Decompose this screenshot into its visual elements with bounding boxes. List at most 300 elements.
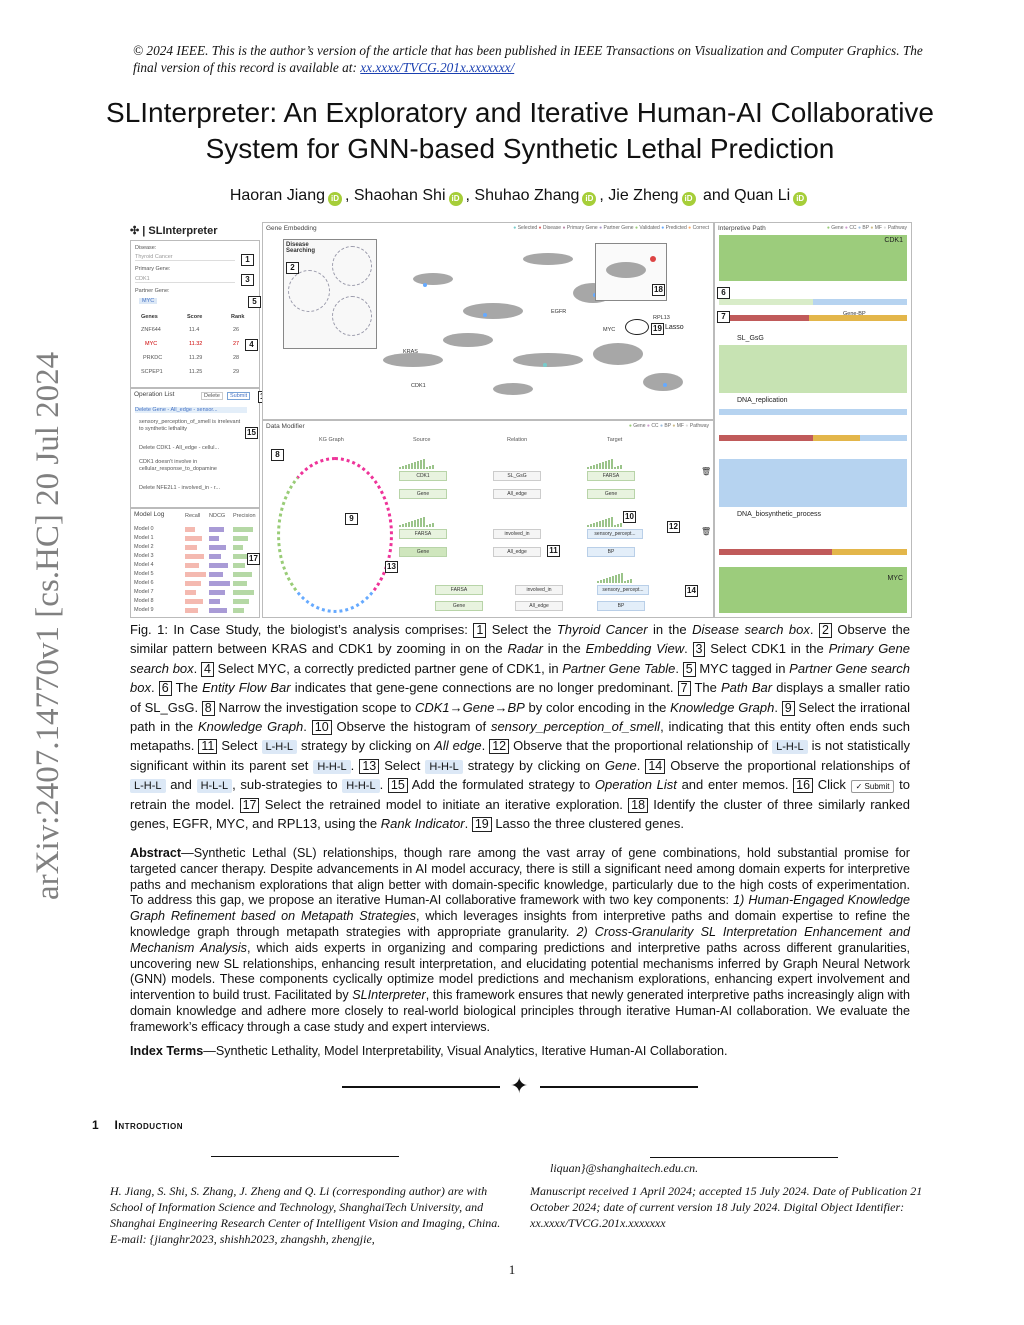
histogram-bar [405,465,407,469]
metric-bar [185,608,198,613]
marker-1: 1 [241,254,254,266]
caption-emph: Thyroid Cancer [556,622,648,637]
step-box: 2 [819,623,832,638]
legend-pathway: Pathway [689,423,709,429]
legend-cc: CC [849,225,857,231]
caption-emph: Partner Gene search box [130,660,910,696]
submit-chip-label: Submit [864,782,890,792]
check-icon: ✓ [855,782,865,792]
metric-bar [185,545,197,550]
model-row[interactable]: Model 7 [134,589,154,595]
histogram-bar [599,521,601,527]
score-cell: 11.25 [189,369,203,375]
author-list [60,187,980,206]
caption-emph: Partner Gene Table [562,660,676,676]
data-modifier-view [262,420,714,618]
model-row[interactable]: Model 8 [134,598,154,604]
metric-bar [209,545,226,550]
caption-text: strategy by clicking on [462,757,605,773]
histogram-bar [587,467,589,469]
page-number: 1 [508,1262,516,1277]
trash-icon[interactable]: 🗑 [701,467,712,476]
marker-4: 4 [245,339,258,351]
histogram-bar [432,523,434,527]
caption-emph: Knowledge Graph [670,699,775,715]
radar-chart[interactable] [288,270,330,312]
target-node[interactable]: FARSA [587,471,635,481]
step-box: 6 [159,681,172,696]
caption-text: Select the irrational path in the [130,699,910,735]
operation-list-title: Operation List [134,391,175,398]
embedding-cluster[interactable] [593,343,643,365]
footnote-affiliation: H. Jiang, S. Shi, S. Zhang, J. Zheng and Q. Li (corresponding author) are with School of Information Science and Technology, ShanghaiTech University, and Shanghai Engineering Research Center of Intelligent Vision and Imaging, China. E-mail: {jianghr2023, shishh2023, zhangshh, zhengjie, [110,1184,501,1246]
caption-text: In Case Study, the biologist’s analysis comprises: [167,622,474,637]
gene-point[interactable] [543,363,547,367]
caption-text: Select MYC, a correctly predicted partner gene of CDK1, in [213,660,563,676]
caption-text: Narrow the investigation scope to [214,699,415,715]
path-label-myc: MYC [887,575,903,582]
strategy-chip: L-H-L [262,740,298,754]
relation-node[interactable]: All_edge [493,547,541,557]
histogram-bar [417,461,419,469]
path-label-cdk1: CDK1 [884,237,903,244]
submit-chip [851,780,895,793]
embedding-cluster[interactable] [513,353,583,367]
metric-bar [233,590,254,595]
diamond-star-icon: ✦ [510,1073,529,1098]
histogram-bar [608,518,610,527]
caption-text: , sub-strategies to [232,777,343,793]
path-bar[interactable] [719,315,907,321]
histogram-bar [624,581,626,583]
section-divider [342,1073,698,1098]
legend-pathway: Pathway [887,225,907,231]
histogram-bar [423,459,425,469]
histogram-bar [597,581,599,583]
model-log-panel [130,508,260,618]
embedding-cluster[interactable] [606,262,646,278]
target-node[interactable]: sensory_percept... [587,529,643,539]
embedding-cluster[interactable] [523,253,573,265]
caption-text: . [636,757,646,773]
metric-bar [185,554,204,559]
caption-emph: Entity Flow Bar [202,680,291,696]
histogram-bar [414,462,416,469]
step-box: 1 [473,623,486,638]
metric-bar [209,554,221,559]
app-name: SLInterpreter [148,225,218,237]
marker-10: 10 [623,511,636,523]
relation-node[interactable]: SL_GsG [493,471,541,481]
path-title: Interpretive Path [718,225,766,232]
disease-search-box[interactable]: Thyroid Cancer [135,254,235,261]
histogram-bar [620,465,622,469]
legend-dot-icon: ● [538,225,542,231]
step-box: 15 [388,778,408,793]
step-box: 14 [645,759,665,774]
histogram-bar [408,464,410,469]
col-target: Target [607,437,623,443]
strategy-chip: L-H-L [772,740,808,754]
author-separator: , [465,187,475,204]
embedding-cluster[interactable] [443,333,493,347]
model-row[interactable]: Model 1 [134,535,154,541]
radar-chart[interactable] [332,246,372,286]
operation-list-panel [130,388,260,508]
legend-dot-icon: ● [685,423,689,429]
caption-text: Observe the similar pattern between KRAS and CDK1 by zooming in on the [130,622,911,657]
author-name: Shuhao Zhang [474,187,580,204]
legend-mf: MF [676,423,684,429]
orcid-icon[interactable]: iD [793,192,807,206]
bp-block[interactable] [719,459,907,507]
orcid-icon[interactable]: iD [682,192,696,206]
metric-bar [233,572,252,577]
primary-gene-label: Primary Gene: [135,266,171,272]
caption-text: Select the retrained model to initiate an iterative exploration. [259,796,629,812]
footnote-manuscript: Manuscript received 1 April 2024; accepted 15 July 2024. Date of Publication 21 October 2024; date of current version 18 July 2024. Digital Object Identifier: xx.xxxx/TVCG.201x.xxxxxxx [530,1184,923,1230]
path-bar[interactable] [719,549,907,555]
col-source: Source [413,437,431,443]
caption-text: . [303,719,312,735]
histogram-bar [602,520,604,527]
caption-text: . [481,738,490,754]
operation-item[interactable]: Delete Gene - All_edge - sensor... [135,407,247,413]
relation-node[interactable]: All_edge [515,601,563,611]
marker-19: 19 [651,323,664,335]
caption-text: to retrain the model. [130,777,910,812]
interpretive-path-view [714,222,912,618]
histogram-bar [612,576,614,583]
table-header-score: Score [187,314,203,320]
caption-text: strategy by clicking on [297,738,435,754]
legend-disease: Disease [542,225,562,231]
gene-cell: ZNF644 [141,327,161,333]
legend-dot-icon: ● [562,225,566,231]
strategy-chip: L-H-L [130,779,166,793]
legend-gene: Gene [633,423,646,429]
index-terms-label: Index Terms [130,1044,204,1058]
histogram-bar [608,460,610,469]
legend-bp: BP [862,225,869,231]
caption-emph: sensory_perception_of_smell [490,719,661,735]
model-row[interactable]: Model 6 [134,580,154,586]
caption-emph: Rank Indicator [380,816,465,832]
gene-cell: SCPEP1 [141,369,163,375]
ndcg-header: NDCG [209,513,226,519]
footnote-email-continued: liquan}@shanghaitech.edu.cn. [550,1161,699,1175]
step-box: 12 [489,739,509,754]
metric-bar [209,563,228,568]
caption-text: Identify the cluster of three similarly ranked genes, EGFR, MYC, and RPL13, using the [130,796,910,832]
paper-title: SLInterpreter: An Exploratory and Iterative Human-AI Collaborative System for GNN-based Synthetic Lethal Prediction [106,97,934,164]
rank-cell: 27 [233,341,240,347]
metric-bar [233,536,248,541]
relation-node[interactable]: involved_in [493,529,541,539]
metric-bar [233,545,243,550]
legend-dot-icon: ● [688,225,692,231]
section-number: 1 [92,1118,100,1132]
operation-memo[interactable]: sensory_perception_of_smell is irrelevant to synthetic lethality [139,419,241,432]
source-node[interactable]: Gene [435,601,483,611]
step-box: 9 [782,701,795,716]
partner-gene-tag[interactable]: MYC [139,298,157,304]
embedding-cluster[interactable] [413,273,453,285]
copyright-notice [133,42,923,76]
author-name: Haoran Jiang [229,187,325,204]
caption-text: and enter memos. [676,777,794,793]
legend-dot-icon: ● [661,225,665,231]
delete-button[interactable]: Delete [201,392,223,400]
caption-text: . [350,757,360,773]
embedding-cluster[interactable] [493,383,533,395]
histogram-bar [614,467,616,469]
marker-18: 18 [652,284,665,296]
caption-text: The [690,680,721,696]
legend-bp: BP [664,423,671,429]
abstract-text: , which aids experts in organizing and comparing predictions and interpretive paths across different granularities, uncovering new SL relationships, enhancing result interpretation, and elucidating potential mechanisms inferred by Graph Neural Network (GNN) models. These components cyclically optimize model predictions and mechanism explorations, enhancing expert involvement and intervention to build trust. Facilitated by [130,940,910,1003]
control-panel [130,240,260,388]
caption-emph: CDK1→Gene→BP [414,699,525,715]
target-node[interactable]: BP [597,601,645,611]
histogram-bar [593,465,595,469]
col-relation: Relation [507,437,528,443]
embedding-title: Gene Embedding [266,225,317,232]
operation-item[interactable]: Delete CDK1 - All_edge - cellul... [139,445,220,451]
author-separator: , [599,187,609,204]
metric-bar [209,608,227,613]
metric-bar [185,563,199,568]
histogram-bar [599,463,601,469]
zoom-inset [595,243,667,301]
step-box: 8 [202,701,215,716]
primary-gene-search-box[interactable]: CDK1 [135,276,235,283]
histogram-bar [600,580,602,583]
author-separator: and [698,187,735,204]
app-logo: ✣ | SLInterpreter [130,225,218,237]
marker-7: 7 [717,311,730,323]
legend-validated: Validated [639,225,660,231]
lasso-icon[interactable] [625,319,649,335]
caption-text: . [774,699,782,715]
gene-label-kras: KRAS [403,349,418,355]
legend-dot-icon: ● [628,423,632,429]
path-bar[interactable] [719,435,907,441]
metric-bar [209,599,220,604]
trash-icon[interactable]: 🗑 [701,527,712,536]
doi-link[interactable]: xx.xxxx/TVCG.201x.xxxxxxx/ [360,60,515,75]
step-box: 17 [240,798,260,813]
bp-band[interactable] [719,409,907,415]
model-row[interactable]: Model 9 [134,607,154,613]
index-terms [130,1044,910,1058]
marker-17: 17 [247,553,260,565]
metric-bar [209,581,230,586]
caption-text: . [150,680,159,696]
marker-5: 5 [248,296,261,308]
orcid-icon[interactable]: iD [328,192,342,206]
gene-block[interactable] [719,345,907,393]
legend-dot-icon: ● [634,225,638,231]
gene-label-rpl13: RPL13 [653,315,670,321]
target-node[interactable]: sensory_percept... [597,585,649,595]
model-row[interactable]: Model 2 [134,544,154,550]
model-row[interactable]: Model 0 [134,526,154,532]
legend-dot-icon: ● [659,423,663,429]
step-box: 7 [678,681,691,696]
target-node[interactable]: Gene [587,489,635,499]
model-row[interactable]: Model 5 [134,571,154,577]
legend-dot-icon: ● [857,225,861,231]
divider-line [540,1086,698,1088]
metric-bar [233,581,247,586]
embedding-cluster[interactable] [463,303,523,319]
histogram-bar [620,523,622,527]
radar-chart[interactable] [332,296,372,336]
source-node[interactable]: FARSA [399,529,447,539]
model-row[interactable]: Model 4 [134,562,154,568]
target-node[interactable]: BP [587,547,635,557]
abstract-emph: SLInterpreter [352,988,426,1003]
author-name: Jie Zheng [608,187,679,204]
section-heading [92,1118,183,1132]
section-title: Introduction [114,1118,183,1132]
caption-text: . [684,641,693,657]
orcid-icon[interactable]: iD [582,192,596,206]
metric-bar [185,599,203,604]
histogram-bar [399,467,401,469]
marker-3: 3 [241,274,254,286]
relation-node[interactable]: All_edge [493,489,541,499]
embedding-legend [513,225,709,231]
metric-bar [209,572,223,577]
rank-cell: 26 [233,327,240,333]
gene-point[interactable] [663,383,667,387]
histogram-bar [617,466,619,469]
operation-item[interactable]: Delete NFE2L1 - involved_in - r... [139,485,221,491]
caption-text: Observe the proportional relationships of [665,757,910,773]
gene-point[interactable] [483,313,487,317]
gene-cell: PRKDC [143,355,163,361]
metric-bar [185,572,206,577]
source-node[interactable]: FARSA [435,585,483,595]
gene-point[interactable] [650,256,656,262]
strategy-chip: H-H-L [425,760,462,774]
histogram-bar [429,524,431,527]
source-node[interactable]: Gene [399,489,447,499]
submit-button[interactable]: Submit [227,392,250,400]
lasso-label: Lasso [665,324,684,331]
histogram-bar [426,467,428,469]
histogram-bar [429,466,431,469]
legend-predicted: Predicted [665,225,687,231]
caption-text: . [379,777,388,793]
entity-flow-bar[interactable] [719,299,907,305]
metric-bar [233,599,249,604]
marker-6: 6 [717,287,730,299]
score-cell: 11.4 [189,327,200,333]
histogram-bar [596,464,598,469]
modifier-legend [629,423,709,429]
relation-node[interactable]: involved_in [515,585,563,595]
caption-emph: Operation List [594,777,677,793]
histogram-bar [408,522,410,527]
operation-memo[interactable]: CDK1 doesn't involve in cellular_response_to_dopamine [139,459,217,472]
gene-label-egfr: EGFR [551,309,567,315]
marker-13: 13 [385,561,398,573]
author-name: Quan Li [734,187,791,204]
caption-text: . [193,660,201,676]
disease-searching-title: Disease Searching [286,242,316,254]
step-box: 16 [793,778,813,793]
rank-cell: 28 [233,355,240,361]
abstract-emph: 1) Human-Engaged Knowledge Graph Refinement based on Metapath Strategies [130,893,910,924]
strategy-chip: H-H-L [342,779,379,793]
marker-11: 11 [547,545,560,557]
source-node[interactable]: CDK1 [399,471,447,481]
precision-header: Precision [233,513,256,519]
abstract-label: Abstract [130,846,182,860]
gene-point[interactable] [423,283,427,287]
metric-bar [209,536,219,541]
orcid-icon[interactable]: iD [449,192,463,206]
embedding-cluster[interactable] [643,373,683,391]
source-node[interactable]: Gene [399,547,447,557]
knowledge-graph[interactable] [277,457,393,613]
caption-text: Select the [486,622,557,637]
gene-block[interactable] [719,235,907,281]
caption-text: The [171,680,203,696]
step-box: 5 [683,662,696,677]
table-header-genes: Genes [141,314,158,320]
footnote-rule [650,1157,838,1158]
histogram-bar [627,580,629,583]
caption-emph: Disease search box [692,622,810,637]
histogram-bar [420,518,422,527]
model-log-title: Model Log [134,511,165,518]
caption-text: Select [217,738,262,754]
histogram-bar [420,460,422,469]
histogram-bar [609,577,611,583]
author-name: Shaohan Shi [353,187,446,204]
histogram-bar [590,524,592,527]
path-label-dna-replication: DNA_replication [737,397,788,404]
metric-bar [209,590,225,595]
caption-emph: Gene [604,757,637,773]
metric-bar [185,536,202,541]
histogram-bar [615,575,617,583]
legend-selected: Selected [517,225,538,231]
model-row[interactable]: Model 3 [134,553,154,559]
histogram-bar [399,525,401,527]
legend-correct: Correct [692,225,709,231]
gene-embedding-view [262,222,714,420]
caption-emph: Radar [507,641,543,657]
metric-bar [185,527,195,532]
histogram-bar [587,525,589,527]
embedding-cluster[interactable] [383,353,443,367]
abstract-text: —Synthetic Lethal (SL) relationships, though rare among the vast array of gene combinations, hold substantial promise for targeted cancer therapy. Despite advancements in AI model accuracy, there is still a significant need among domain experts for interpretive paths and mechanism explorations that align better with domain-specific knowledge, particularly due to the high costs of experimentation. To address this gap, we propose an iterative Human-AI collaborative framework with two key components: [130,846,910,908]
caption-text: MYC tagged in [695,660,790,676]
col-kg-graph: KG Graph [319,437,344,443]
histogram-bar [411,521,413,527]
marker-2: 2 [286,262,299,274]
legend-dot-icon: ● [646,423,650,429]
histogram-bar [423,517,425,527]
caption-emph: Path Bar [720,680,773,696]
gene-block[interactable] [719,567,907,613]
step-box: 13 [359,759,379,774]
